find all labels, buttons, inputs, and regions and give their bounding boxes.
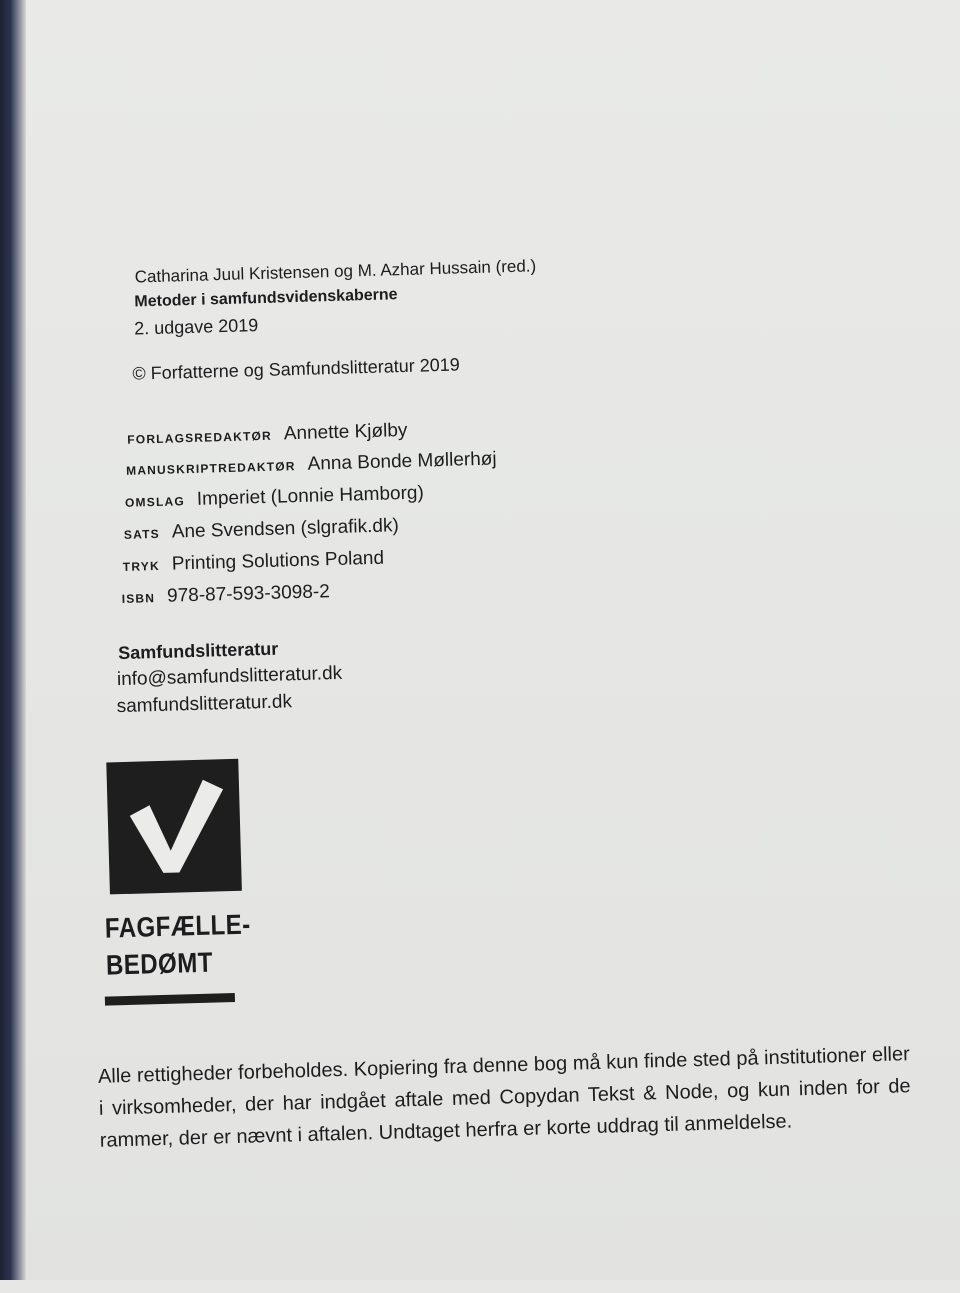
- credit-value: Ane Svendsen (slgrafik.dk): [171, 515, 400, 543]
- book-title: Metoder i samfundsvidenskaberne: [134, 286, 398, 311]
- credit-value: Annette Kjølby: [283, 419, 408, 445]
- publisher-name: Samfundslitteratur: [117, 638, 279, 664]
- book-authors: Catharina Juul Kristensen og M. Azhar Hussain (red.): [134, 256, 537, 287]
- credit-label: TRYK: [122, 558, 161, 574]
- badge-label-line1: FAGFÆLLE-: [104, 908, 251, 944]
- book-edition: 2. udgave 2019: [133, 315, 259, 339]
- credit-row: [127, 420, 408, 450]
- credit-value: 978-87-593-3098-2: [166, 581, 331, 607]
- credit-label: FORLAGSREDAKTØR: [127, 428, 273, 447]
- credit-label: ISBN: [121, 591, 156, 606]
- checkmark-icon: [106, 759, 242, 895]
- credit-value: Printing Solutions Poland: [171, 547, 385, 575]
- credit-row: [126, 448, 497, 480]
- rights-notice: Alle rettigheder forbeholdes. Kopiering fra denne bog må kun finde sted på institutioner eller i virksomheder, der har indgået aftale med Copydan Tekst & Node, og kun inden for de rammer, der er nævnt i aftalen. Undtaget herfra er korte uddrag til anmeldelse.: [97, 1043, 911, 1152]
- credit-label: SATS: [123, 526, 161, 542]
- badge-underline: [105, 993, 235, 1006]
- credit-value: Anna Bonde Møllerhøj: [307, 448, 497, 475]
- credit-label: OMSLAG: [124, 494, 186, 510]
- publisher-website: samfundslitteratur.dk: [116, 691, 293, 718]
- credit-row: [121, 581, 330, 609]
- publisher-email: info@samfundslitteratur.dk: [116, 662, 343, 691]
- credit-row: [122, 548, 384, 577]
- copyright-line: © Forfatterne og Samfundslitteratur 2019: [132, 354, 461, 384]
- credit-label: MANUSKRIPTREDAKTØR: [125, 459, 296, 478]
- peer-review-badge: [106, 759, 242, 895]
- credit-row: [124, 515, 399, 545]
- badge-label-line2: BEDØMT: [105, 946, 214, 981]
- credit-row: [125, 483, 424, 513]
- credit-value: Imperiet (Lonnie Hamborg): [196, 482, 425, 510]
